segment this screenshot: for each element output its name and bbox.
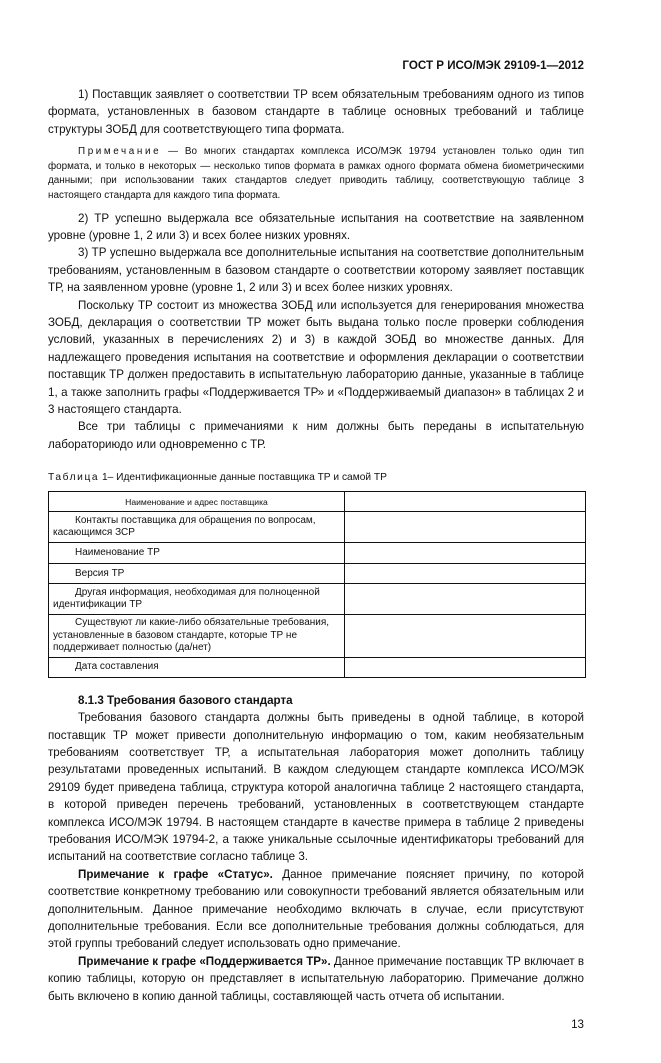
table-value-cell (345, 512, 586, 543)
supplier-identification-table (48, 491, 586, 678)
section-8-1-3 (48, 692, 584, 1005)
caption-text: 1– Идентификационные данные поставщика ТР и самой ТР (99, 472, 387, 484)
note-label: Примечание (78, 146, 162, 158)
supported-note (48, 953, 584, 1005)
top-text (48, 86, 584, 453)
table-label-cell: Контакты поставщика для обращения по вопросам, касающимся ЗСР (49, 512, 345, 543)
caption-label: Таблица (48, 472, 100, 484)
table-row (49, 512, 586, 543)
page-number: 13 (571, 1018, 584, 1032)
note-text: — Во многих стандартах комплекса ИСО/МЭК 19794 установлен только один тип формата, и только в некоторых — несколько типов формата в рамках одного формата обмена биометрическими данными; при использовании таких стандартов следует приводить таблицу, соответствующую таблице 3 настоящего стандарта для каждого типа формата. (48, 146, 584, 201)
table-row (49, 564, 586, 584)
table-row (49, 492, 586, 512)
table-value-cell (345, 492, 586, 512)
table-label-cell: Версия ТР (49, 564, 345, 584)
paragraph-1: 1) Поставщик заявляет о соответствии ТР всем обязательным требованиям одного из типов формата, установленных в базовом стандарте в таблице основных требований и таблице структуры ЗОБД для соответствующего типа формата. (48, 88, 584, 136)
table-header-cell: Наименование и адрес поставщика (49, 492, 345, 512)
status-note-text: Данное примечание поясняет причину, по которой соответствие конкретному требованию или совокупности требований является обязательным или дополнительным. Данное примечание необходимо включать в случае, если присутствуют дополнительные требования. Если все дополнительные требования должны соблюдаться, для этой группы требований следует использовать одно примечание. (48, 867, 584, 951)
table-label-cell: Дата составления (49, 657, 345, 677)
table-value-cell (345, 584, 586, 615)
table-label-cell: Существуют ли какие-либо обязательные требования, установленные в базовом стандарте, которые ТР не поддерживает полностью (да/нет) (49, 615, 345, 658)
table-row (49, 657, 586, 677)
document-header: ГОСТ Р ИСО/МЭК 29109-1—2012 (402, 59, 584, 72)
table-row (49, 543, 586, 564)
table-value-cell (345, 615, 586, 658)
table-row (49, 584, 586, 615)
supported-note-label: Примечание к графе «Поддерживается ТР». (78, 954, 331, 968)
paragraph-5: Все три таблицы с примечаниями к ним должны быть переданы в испытательную лабораториюдо или одновременно с ТР. (48, 420, 584, 451)
status-note (48, 866, 584, 953)
table-label-cell: Наименование ТР (49, 543, 345, 564)
paragraph-4: Поскольку ТР состоит из множества ЗОБД или используется для генерирования множества ЗОБД, декларация о соответствии ТР может быть выдана только после проверки соблюдения условий, указанных в перечислениях 2) и 3) в каждой ЗОБД во множестве данных. Для надлежащего проведения испытания на соответствие и оформления декларации о соответствии поставщик ТР должен предоставить в испытательную лабораторию данные, указанные в таблице 1, а также заполнить графы «Поддерживается ТР» и «Поддерживаемый диапазон» в таблицах 2 и 3 настоящего стандарта. (48, 298, 584, 417)
paragraph-3: 3) ТР успешно выдержала все дополнительные испытания на соответствие дополнительным требованиям, установленным в базовом стандарте о соответствии которому заявляет поставщик ТР, на заявленном уровне (уровне 1, 2 или 3) и всех более низких уровнях. (48, 246, 584, 295)
table-caption (48, 471, 584, 485)
section-heading: 8.1.3 Требования базового стандарта (78, 693, 293, 707)
paragraph-2: 2) ТР успешно выдержала все обязательные испытания на соответствие на заявленном уровне (уровне 1, 2 или 3) и всех более низких уровнях. (48, 211, 584, 242)
table-value-cell (345, 543, 586, 564)
supported-note-text: Данное примечание поставщик ТР включает в копию таблицы, которую он представляет в испытательную лабораторию. Примечание должно быть включено в копию данной таблицы, составляющей часть отчета об испытании. (48, 954, 584, 1003)
status-note-label: Примечание к графе «Статус». (78, 867, 273, 881)
table-value-cell (345, 564, 586, 584)
note (48, 145, 584, 203)
table-value-cell (345, 657, 586, 677)
table-label-cell: Другая информация, необходимая для полноценной идентификации ТР (49, 584, 345, 615)
table-row (49, 615, 586, 658)
section-paragraph: Требования базового стандарта должны быть приведены в одной таблице, в которой поставщик ТР может привести дополнительную информацию о том, каким необязательным требованиям соответствует ТР, а испытательная лаборатория может дополнить таблицу результатами проведенных испытаний. В каждом следующем стандарте комплекса ИСО/МЭК 29109 будет приведена таблица, структура которой аналогична таблице 2 настоящего стандарта, в которой приведен перечень требований, установленных в соответствующем стандарте комплекса ИСО/МЭК 19794. В настоящем стандарте в качестве примера в таблице 2 приведены требования ИСО/МЭК 19794-2, а также уникальные ссылочные идентификаторы требований для испытаний на соответствие согласно таблице 3. (48, 711, 584, 864)
